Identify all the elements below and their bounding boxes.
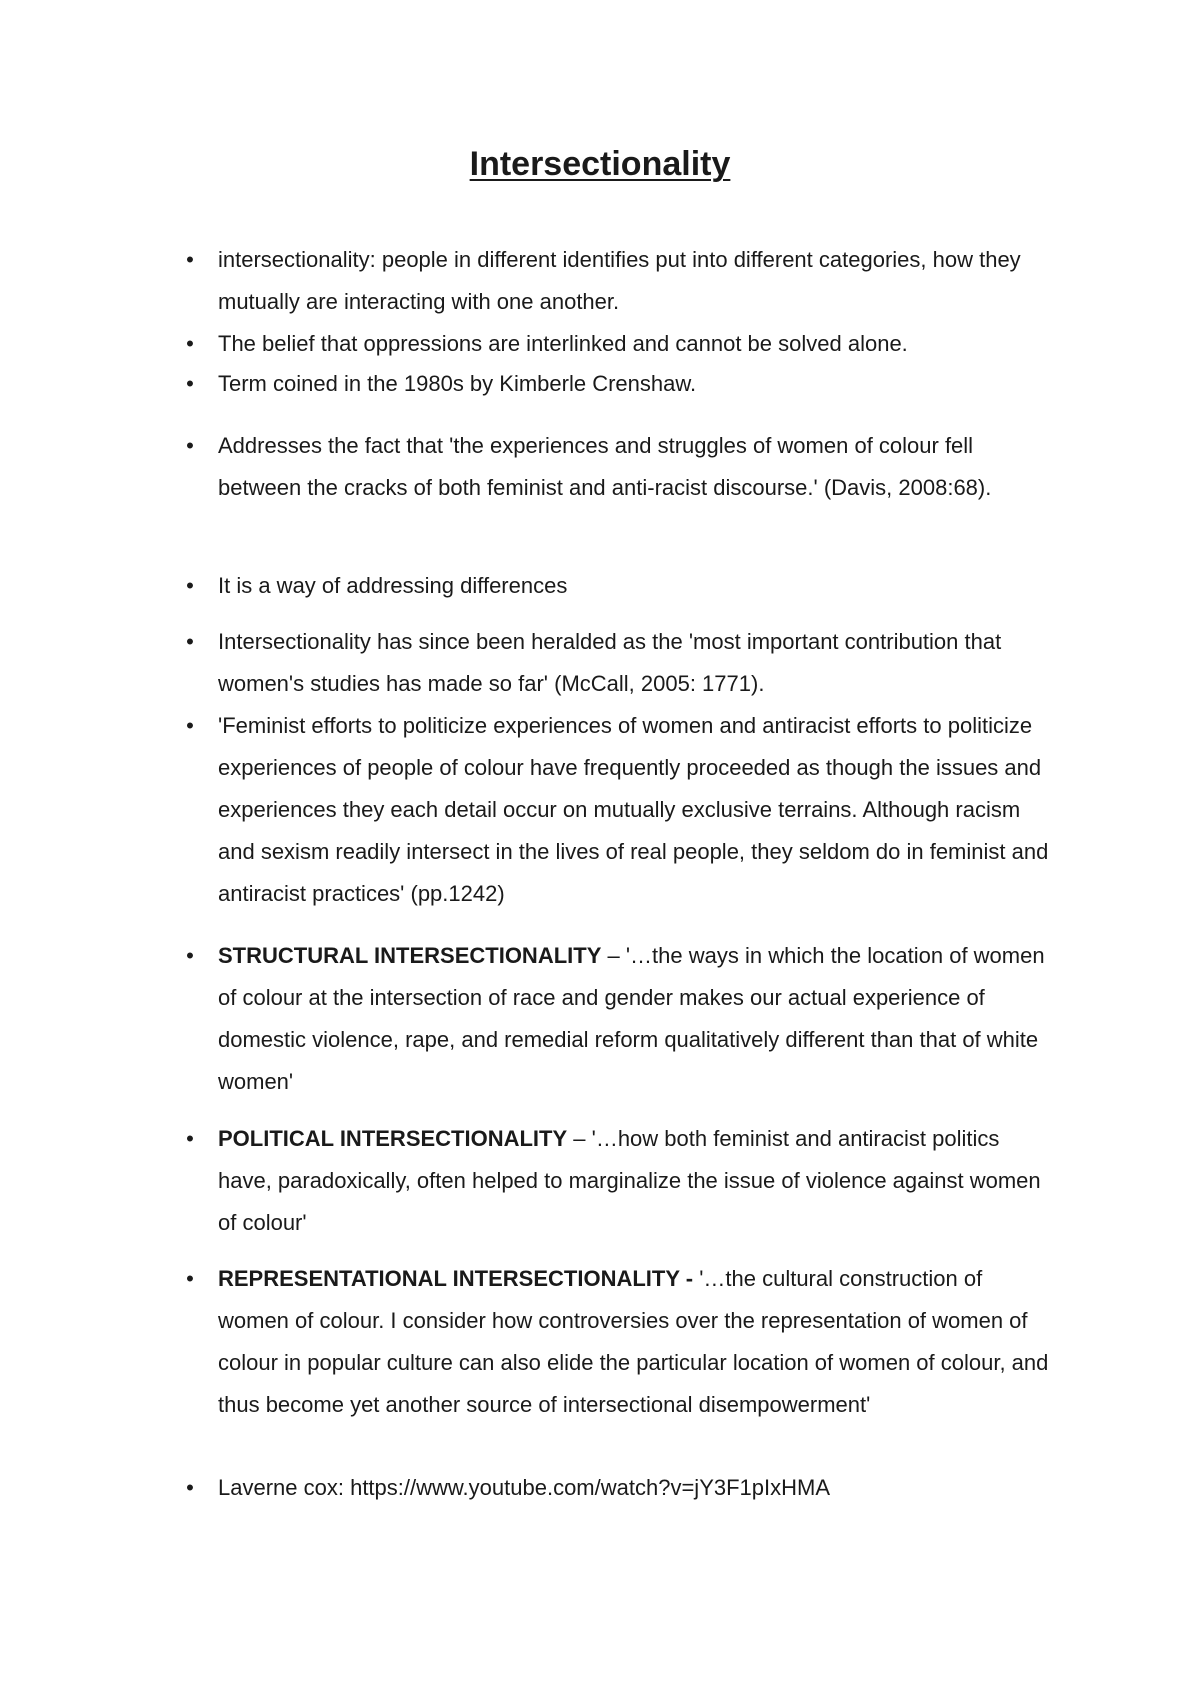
- list-item: [186, 363, 1056, 405]
- list-item: [186, 425, 1056, 509]
- bullet-icon: •: [186, 371, 194, 396]
- bullet-icon: •: [186, 433, 194, 458]
- list-item: [186, 323, 1056, 365]
- bullet-icon: •: [186, 247, 194, 272]
- list-item-text: '…the cultural construction of women of colour. I consider how controversies over the representation of women of colour in popular culture can also elide the particular location of women of colour, and thus become yet another source of intersectional disempowerment': [218, 1266, 1049, 1417]
- term-representational-intersectionality: REPRESENTATIONAL INTERSECTIONALITY: [218, 1266, 680, 1291]
- list-item-text: intersectionality: people in different identifies put into different categories, how they mutually are interacting with one another.: [218, 247, 1021, 314]
- bullet-icon: •: [186, 1126, 194, 1151]
- bullet-icon: •: [186, 331, 194, 356]
- bullet-icon: •: [186, 1475, 194, 1500]
- list-item: [186, 565, 1056, 607]
- bullet-icon: •: [186, 943, 194, 968]
- list-item: [186, 705, 1056, 915]
- term-separator: –: [601, 943, 626, 968]
- list-item-text: '…how both feminist and antiracist politics have, paradoxically, often helped to marginalize the issue of violence against women of colour': [218, 1126, 1041, 1235]
- term-separator: –: [567, 1126, 592, 1151]
- list-item-text: Intersectionality has since been heralded as the 'most important contribution that women's studies has made so far' (McCall, 2005: 1771).: [218, 629, 1002, 696]
- list-item: [186, 1258, 1056, 1426]
- term-separator: -: [679, 1266, 700, 1291]
- list-item-text: '…the ways in which the location of women of colour at the intersection of race and gender makes our actual experience of domestic violence, rape, and remedial reform qualitatively different than that of white women': [218, 943, 1045, 1094]
- list-item: [186, 621, 1056, 705]
- youtube-link[interactable]: https://www.youtube.com/watch?v=jY3F1pIxHMA: [350, 1475, 831, 1500]
- list-item: [186, 239, 1056, 323]
- bullet-icon: •: [186, 629, 194, 654]
- bullet-icon: •: [186, 573, 194, 598]
- bullet-icon: •: [186, 1266, 194, 1291]
- list-item: [186, 935, 1056, 1103]
- list-item: [186, 1467, 1056, 1509]
- list-item-label: Laverne cox:: [218, 1475, 351, 1500]
- term-political-intersectionality: POLITICAL INTERSECTIONALITY: [218, 1126, 568, 1151]
- list-item-text: 'Feminist efforts to politicize experiences of women and antiracist efforts to politicize experiences of people of colour have frequently proceeded as though the issues and experiences they each detail occur on mutually exclusive terrains. Although racism and sexism readily intersect in the lives of real people, they seldom do in feminist and antiracist practices' (pp.1242): [218, 713, 1049, 906]
- list-item: [186, 1118, 1056, 1244]
- list-item-text: It is a way of addressing differences: [218, 573, 568, 598]
- list-item-text: The belief that oppressions are interlinked and cannot be solved alone.: [218, 331, 908, 356]
- list-item-text: Addresses the fact that 'the experiences and struggles of women of colour fell between the cracks of both feminist and anti-racist discourse.' (Davis, 2008:68).: [218, 433, 992, 500]
- bullet-icon: •: [186, 713, 194, 738]
- page-title: Intersectionality: [469, 145, 731, 183]
- term-structural-intersectionality: STRUCTURAL INTERSECTIONALITY: [218, 943, 602, 968]
- list-item-text: Term coined in the 1980s by Kimberle Crenshaw.: [218, 371, 697, 396]
